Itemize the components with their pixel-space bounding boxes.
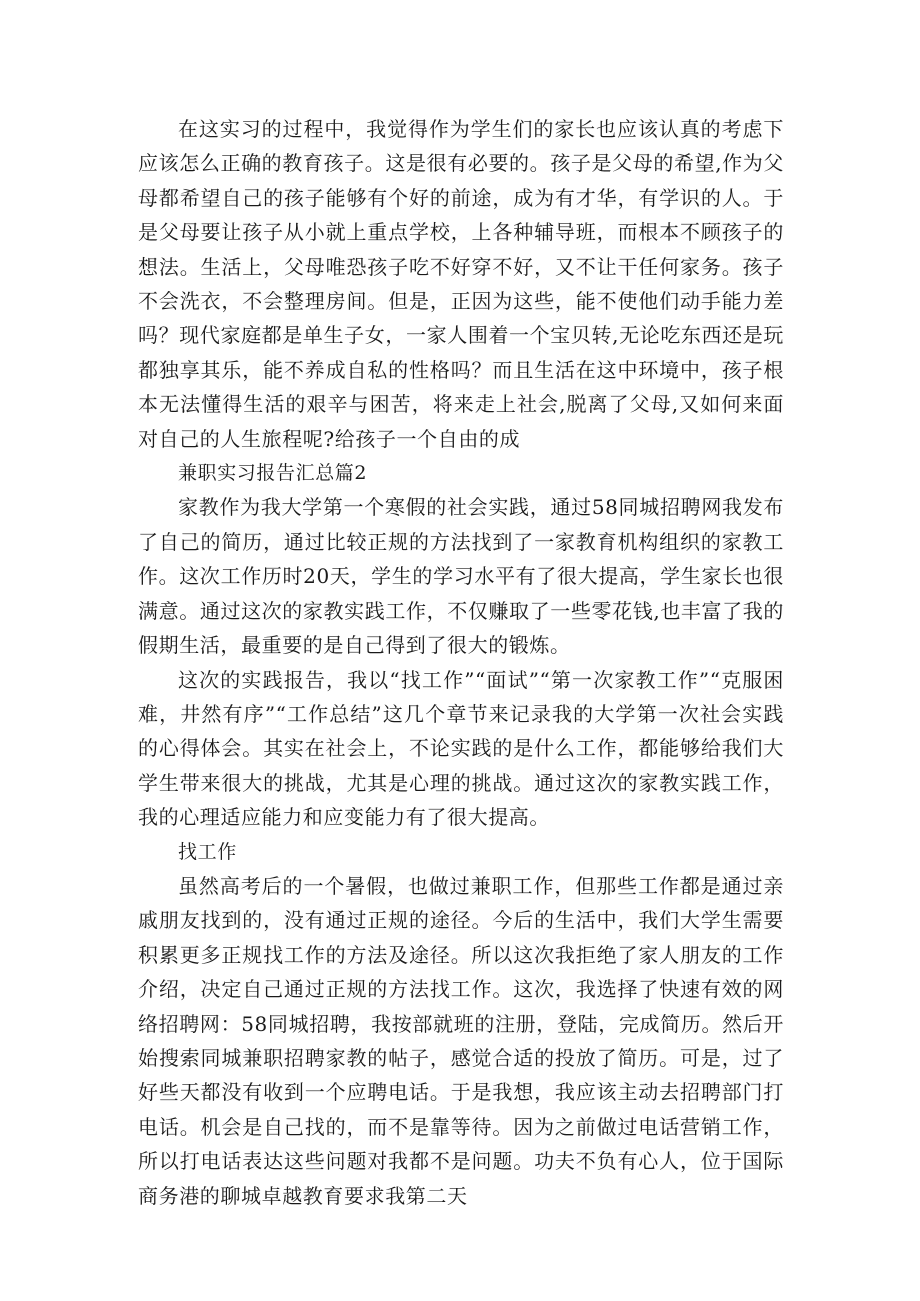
- paragraph-job-search: 虽然高考后的一个暑假，也做过兼职工作，但那些工作都是通过亲戚朋友找到的，没有通过正规的途径。今后的生活中，我们大学生需要积累更多正规找工作的方法及途径。所以这次我拒绝了家人朋友的工作介绍，决定自己通过正规的方法找工作。这次，我选择了快速有效的网络招聘网：58同城招聘，我按部就班的注册，登陆，完成简历。然后开始搜索同城兼职招聘家教的帖子，感觉合适的投放了简历。可是，过了好些天都没有收到一个应聘电话。于是我想，我应该主动去招聘部门打电话。机会是自己找的，而不是靠等待。因为之前做过电话营销工作，所以打电话表达这些问题对我都不是问题。功夫不负有心人，位于国际商务港的聊城卓越教育要求我第二天: [138, 873, 784, 1208]
- document-body: [138, 112, 784, 1213]
- section-heading-job-search: 找工作: [178, 840, 237, 863]
- paragraph-tutoring-intro: 家教作为我大学第一个寒假的社会实践，通过58同城招聘网我发布了自己的简历，通过比较正规的方法找到了一家教育机构组织的家教工作。这次工作历时20天，学生的学习水平有了很大提高，学生家长也很满意。通过这次的家教实践工作，不仅赚取了一些零花钱,也丰富了我的假期生活，最重要的是自己得到了很大的锻炼。: [138, 495, 784, 658]
- paragraph-report-outline: 这次的实践报告，我以“找工作”“面试”“第一次家教工作”“克服困难，井然有序”“工作总结”这几个章节来记录我的大学第一次社会实践的心得体会。其实在社会上，不论实践的是什么工作，都能够给我们大学生带来很大的挑战，尤其是心理的挑战。通过这次的家教实践工作，我的心理适应能力和应变能力有了很大提高。: [138, 667, 784, 830]
- section-heading-part2: 兼职实习报告汇总篇2: [178, 462, 368, 485]
- paragraph-parenting: 在这实习的过程中，我觉得作为学生们的家长也应该认真的考虑下应该怎么正确的教育孩子。这是很有必要的。孩子是父母的希望,作为父母都希望自己的孩子能够有个好的前途，成为有才华，有学识的人。于是父母要让孩子从小就上重点学校，上各种辅导班，而根本不顾孩子的想法。生活上，父母唯恐孩子吃不好穿不好，又不让干任何家务。孩子不会洗衣，不会整理房间。但是，正因为这些，能不使他们动手能力差吗？现代家庭都是单生子女，一家人围着一个宝贝转,无论吃东西还是玩都独享其乐，能不养成自私的性格吗？而且生活在这中环境中，孩子根本无法懂得生活的艰辛与困苦，将来走上社会,脱离了父母,又如何来面对自己的人生旅程呢?给孩子一个自由的成: [138, 117, 784, 451]
